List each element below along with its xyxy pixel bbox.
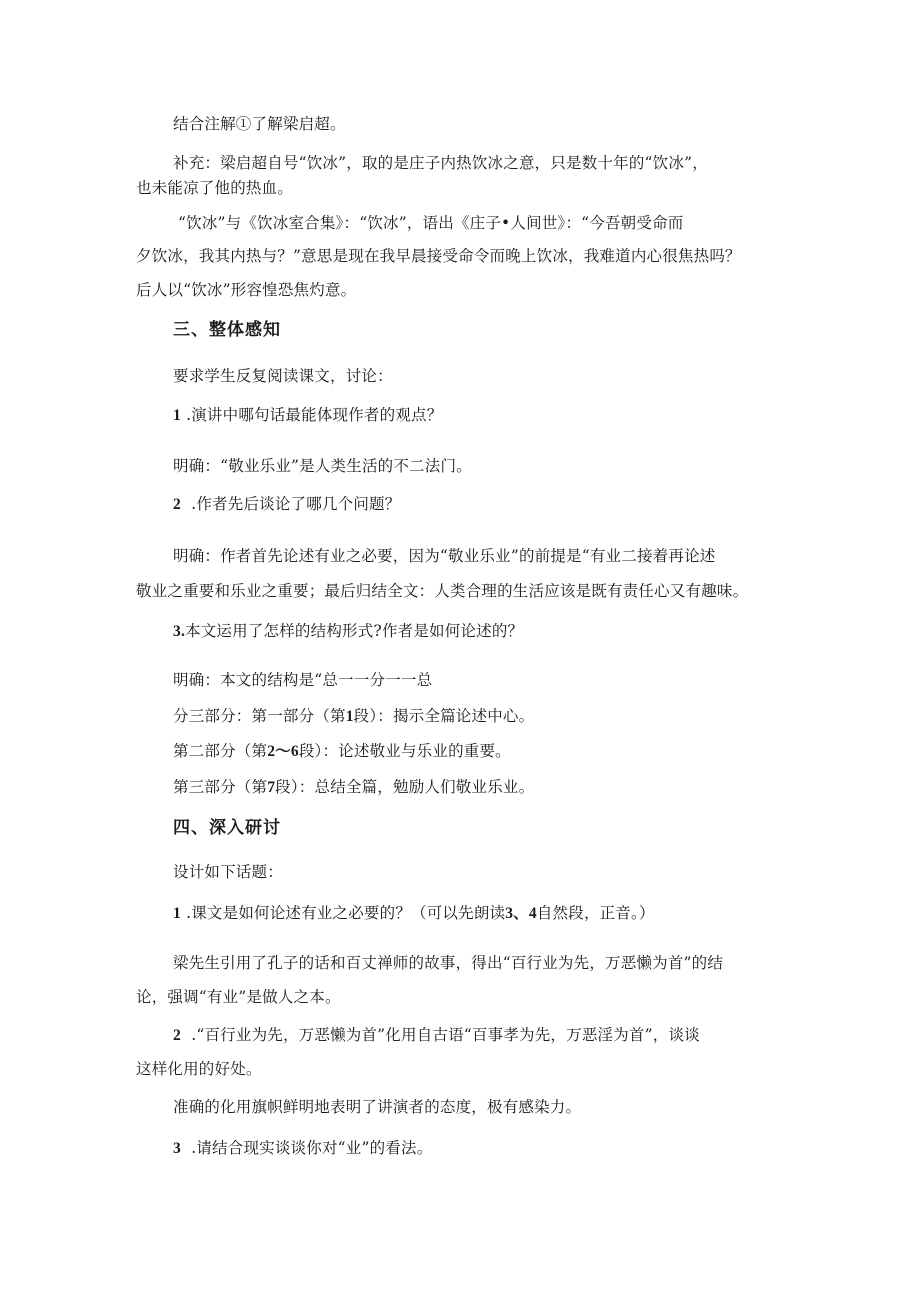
- paragraph-yinbing-line-1: “饮冰”与《饮冰室合集》：“饮冰”，语出《庄子•人间世》：“今吾朝受命而: [178, 214, 684, 232]
- topic-1-answer-line-2: 论，强调“有业”是做人之本。: [136, 988, 341, 1006]
- topic-2-number: 2: [173, 1027, 181, 1044]
- question-1: [173, 405, 442, 426]
- topic-3: [173, 1138, 432, 1159]
- question-1-number: 1: [173, 407, 181, 424]
- paragraph-topics-intro: 设计如下话题：: [173, 863, 283, 881]
- topic-2: [173, 1025, 700, 1046]
- question-2-text: .作者先后谈论了哪几个问题？: [191, 495, 401, 513]
- topic-1-suffix: 自然段，正音。）: [536, 904, 655, 922]
- structure-part-2-suffix: 段）：论述敬业与乐业的重要。: [298, 742, 511, 760]
- structure-part-2: [173, 741, 511, 762]
- question-1-text: .演讲中哪句话最能体现作者的观点？: [186, 406, 443, 424]
- structure-part-3-number: 7: [267, 779, 276, 796]
- structure-part-2-number: 2〜6: [267, 743, 299, 760]
- paragraph-supplement-line-1: 补充：梁启超自号“饮冰”，取的是庄子内热饮冰之意，只是数十年的“饮冰”，: [173, 154, 708, 172]
- structure-part-3-suffix: 段）：总结全篇，勉励人们敬业乐业。: [275, 778, 535, 796]
- structure-part-3: [173, 777, 534, 798]
- paragraph-supplement-line-2: 也未能凉了他的热血。: [136, 179, 294, 197]
- topic-2-text: .“百行业为先，万恶懒为首”化用自古语“百事孝为先，万恶淫为首”，谈谈: [191, 1026, 700, 1044]
- topic-2-line-2: 这样化用的好处。: [136, 1060, 262, 1078]
- structure-part-1-number: 1: [345, 708, 354, 725]
- answer-2-line-1: 明确：作者首先论述有业之必要，因为“敬业乐业”的前提是“有业二接着再论述: [173, 547, 716, 565]
- topic-1-prefix: .课文是如何论述有业之必要的？（可以先朗读: [186, 904, 506, 922]
- topic-1-paragraph-numbers: 3、4: [505, 905, 537, 922]
- question-3-number: 3.: [173, 623, 186, 640]
- topic-1: [173, 903, 655, 924]
- structure-part-1-suffix: 段）：揭示全篇论述中心。: [353, 707, 535, 725]
- paragraph-yinbing-line-2: 夕饮冰，我其内热与？”意思是现在我早晨接受命令而晚上饮冰，我难道内心很焦热吗？: [136, 247, 741, 265]
- paragraph-liang-qichao-note: 结合注解①了解梁启超。: [173, 115, 346, 133]
- question-3: [173, 621, 523, 642]
- answer-2-line-2: 敬业之重要和乐业之重要；最后归结全文：人类合理的生活应该是既有责任心又有趣味。: [136, 582, 749, 600]
- structure-part-1: [173, 706, 534, 727]
- section-heading-overall-perception: 三、整体感知: [173, 320, 281, 340]
- question-3-text: 本文运用了怎样的结构形式?作者是如何论述的？: [185, 622, 524, 640]
- topic-3-number: 3: [173, 1140, 181, 1157]
- structure-part-1-prefix: 分三部分：第一部分（第: [173, 707, 346, 725]
- paragraph-discussion-intro: 要求学生反复阅读课文，讨论：: [173, 367, 393, 385]
- topic-3-text: .请结合现实谈谈你对“业”的看法。: [191, 1139, 433, 1157]
- answer-1: 明确：“敬业乐业”是人类生活的不二法门。: [173, 457, 472, 475]
- answer-3: 明确：本文的结构是“总一一分一一总: [173, 671, 433, 689]
- section-heading-deep-discussion: 四、深入研讨: [173, 818, 281, 838]
- paragraph-yinbing-line-3: 后人以“饮冰”形容惶恐焦灼意。: [136, 281, 357, 299]
- structure-part-3-prefix: 第三部分（第: [173, 778, 268, 796]
- question-2: [173, 494, 400, 515]
- topic-2-answer: 准确的化用旗帜鲜明地表明了讲演者的态度，极有感染力。: [173, 1098, 582, 1116]
- topic-1-number: 1: [173, 905, 181, 922]
- question-2-number: 2: [173, 496, 181, 513]
- topic-1-answer-line-1: 梁先生引用了孔子的话和百丈禅师的故事，得出“百行业为先，万恶懒为首”的结: [173, 954, 724, 972]
- structure-part-2-prefix: 第二部分（第: [173, 742, 268, 760]
